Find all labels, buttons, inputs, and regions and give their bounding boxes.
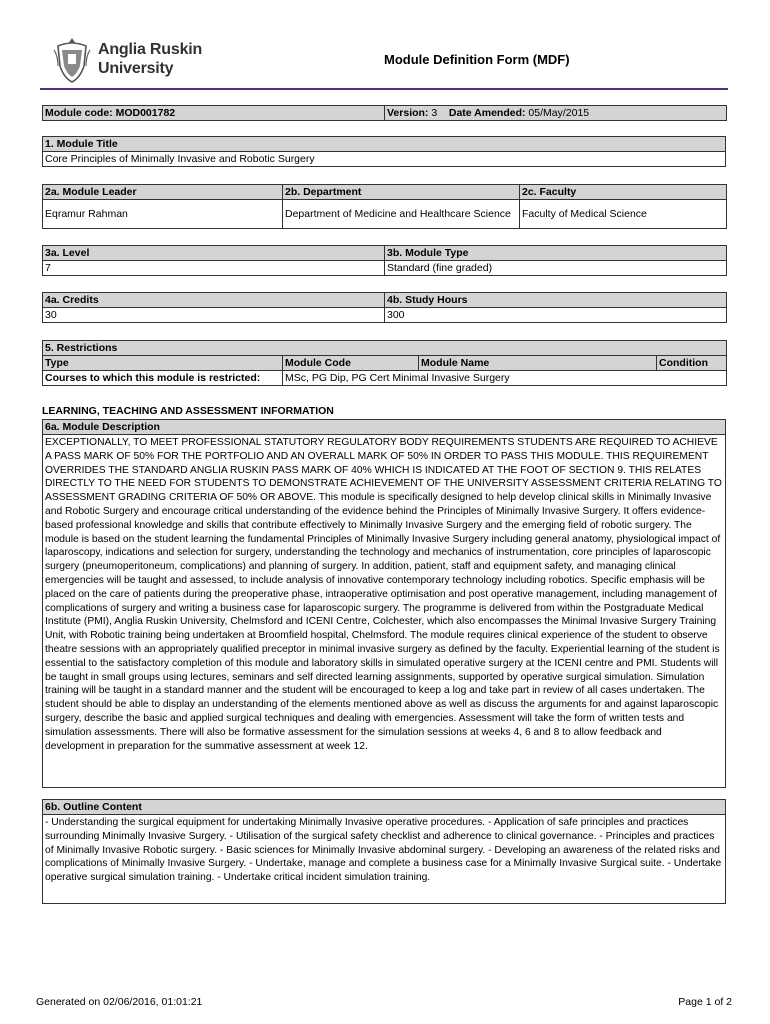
restrictions-heading: 5. Restrictions <box>43 341 727 356</box>
restrictions-col-name: Module Name <box>419 356 657 371</box>
restrictions-col-code: Module Code <box>283 356 419 371</box>
version-value: 3 <box>431 106 438 119</box>
logo-wordmark <box>98 40 202 78</box>
module-title-heading: 1. Module Title <box>43 137 726 152</box>
version-label: Version: <box>387 106 429 119</box>
credits-table <box>42 292 727 323</box>
header-divider <box>40 88 728 90</box>
study-hours-heading: 4b. Study Hours <box>385 293 727 308</box>
module-leader-value: Eqramur Rahman <box>43 200 283 229</box>
restrictions-row-label: Courses to which this module is restricted: <box>43 371 283 386</box>
faculty-value: Faculty of Medical Science <box>520 200 727 229</box>
restrictions-row-value: MSc, PG Dip, PG Cert Minimal Invasive Surgery <box>283 371 727 386</box>
module-description-heading: 6a. Module Description <box>43 420 726 435</box>
module-type-heading: 3b. Module Type <box>385 246 727 261</box>
lta-heading: LEARNING, TEACHING AND ASSESSMENT INFORMATION <box>42 405 334 417</box>
module-leader-table <box>42 184 727 229</box>
logo-line-2: University <box>98 60 174 77</box>
date-amended-value: 05/May/2015 <box>528 106 590 119</box>
restrictions-table <box>42 340 727 386</box>
level-heading: 3a. Level <box>43 246 385 261</box>
credits-value: 30 <box>43 308 385 323</box>
module-title-table <box>42 136 726 167</box>
restrictions-col-type: Type <box>43 356 283 371</box>
module-leader-heading: 2a. Module Leader <box>43 185 283 200</box>
module-description-table <box>42 419 726 788</box>
module-title-value: Core Principles of Minimally Invasive and Robotic Surgery <box>43 152 726 167</box>
level-value: 7 <box>43 261 385 276</box>
logo-line-1: Anglia Ruskin <box>98 41 203 58</box>
module-description-text: EXCEPTIONALLY, TO MEET PROFESSIONAL STATUTORY REGULATORY BODY REQUIREMENTS STUDENTS ARE REQUIRED TO ACHIEVE A PASS MARK OF 50% FOR THE PORTFOLIO AND AN OVERALL MARK OF 50% IN ORDER TO PASS THIS MODULE. THIS REQUIREMENT OVERRIDES THE STANDARD ANGLIA RUSKIN PASS MARK OF 40% WHICH IS INDICATED AT THE FOOT OF SECTION 9. THIS RELATES DIRECTLY TO THE NEED FOR STUDENTS TO DEMONSTRATE ACHIEVEMENT OF THE UNIVERSITY ASSESSMENT CRITERIA RELATING TO ASSESSMENT GRADING CRITERIA OF 50% OR ABOVE. This module is specifically designed to help develop clinical skills in Minimally Invasive and Robotic Surgery and encourage critical understanding of the evidence behind the Principles of Minimally Invasive Surgery. It offers evidence-based professional knowledge and skills that contribute effectively to Minimally Invasive Surgery and the emerging field of robotic surgery. The module is based on the student learning the fundamental Principles of Minimally Invasive Surgery including general anatomy, physiological impact of laparoscopy, indications and selection for surgery, understanding the technology and mechanics of instrumentation, core principles of laparoscopic surgery (pneumoperitoneum, complications) and planning of surgery. In addition, patient, staff and equipment safety, and managing clinical emergencies will be taught and assessed, to include analysis of innovative contemporary technology including robotics. Specific emphasis will be placed on the care of patients during the preoperative phase, intraoperative optimisation and post operative management, including management of complications of surgery and writing a business case for laparoscopic surgery. The programme is delivered from within the Postgraduate Medical Institute (PMI), Anglia Ruskin University, Chelmsford and ICENI Centre, Colchester, which also encompasses the Minimal Invasive Surgery Training Unit, with Robotic training being undertaken at Broomfield hospital, Chelmsford. The module requires clinical experience of the student to observe theatre sessions with an appropriately qualified preceptor in minimal invasive surgery as defined by the faculty. Experiential learning of the student is essential to the satisfactory completion of this module and laboratory skills in simulated operative surgery at the ICENI centre and PMI. Students will be taught in small groups using lectures, seminars and self directed learning assignments, supported by operative surgical simulation. Simulation training will be taught in a standard manner and the student will be encouraged to keep a log and take part in review of all cases undertaken. The student should be able to display an understanding of the elements mentioned above as well as discuss the arguments for and against laparoscopic surgery, describe the basic and applied surgical techniques and dealing with emergencies. Assessment will take the form of written tests and simulation assessments. There will also be formative assessment for the simulation sessions at weeks 4, 6 and 8 to allow feedback and development in preparation for the summative assessment at week 12. <box>43 435 726 788</box>
form-title: Module Definition Form (MDF) <box>384 52 570 67</box>
credits-heading: 4a. Credits <box>43 293 385 308</box>
study-hours-value: 300 <box>385 308 727 323</box>
outline-content-text: - Understanding the surgical equipment for undertaking Minimally Invasive operative procedures. - Application of safe principles and practices surrounding Minimally Invasive Surgery. - Utilisation of the surgical safety checklist and adherence to clinical governance. - Principles and practices of Minimally Invasive Robotic surgery. - Basic sciences for Minimally Invasive abdominal surgery. - Developing an awareness of the related risks and complications of Minimally Invasive Surgery. - Undertake, manage and complete a business case for a Minimally Invasive Surgical suite. - Undertake operative surgical simulation training. - Undertake critical incident simulation training. <box>43 815 726 904</box>
version-date-cell <box>385 106 727 121</box>
outline-content-table <box>42 799 726 904</box>
faculty-heading: 2c. Faculty <box>520 185 727 200</box>
department-value: Department of Medicine and Healthcare Science <box>283 200 520 229</box>
department-heading: 2b. Department <box>283 185 520 200</box>
page-number: Page 1 of 2 <box>678 996 732 1008</box>
module-code-table <box>42 105 727 121</box>
module-type-value: Standard (fine graded) <box>385 261 727 276</box>
generated-timestamp: Generated on 02/06/2016, 01:01:21 <box>36 996 203 1008</box>
university-logo <box>52 36 212 86</box>
restrictions-col-condition: Condition <box>657 356 727 371</box>
level-table <box>42 245 727 276</box>
outline-content-heading: 6b. Outline Content <box>43 800 726 815</box>
crest-icon <box>52 36 92 84</box>
module-code-cell: Module code: MOD001782 <box>43 106 385 121</box>
date-amended-label: Date Amended: <box>448 106 526 119</box>
